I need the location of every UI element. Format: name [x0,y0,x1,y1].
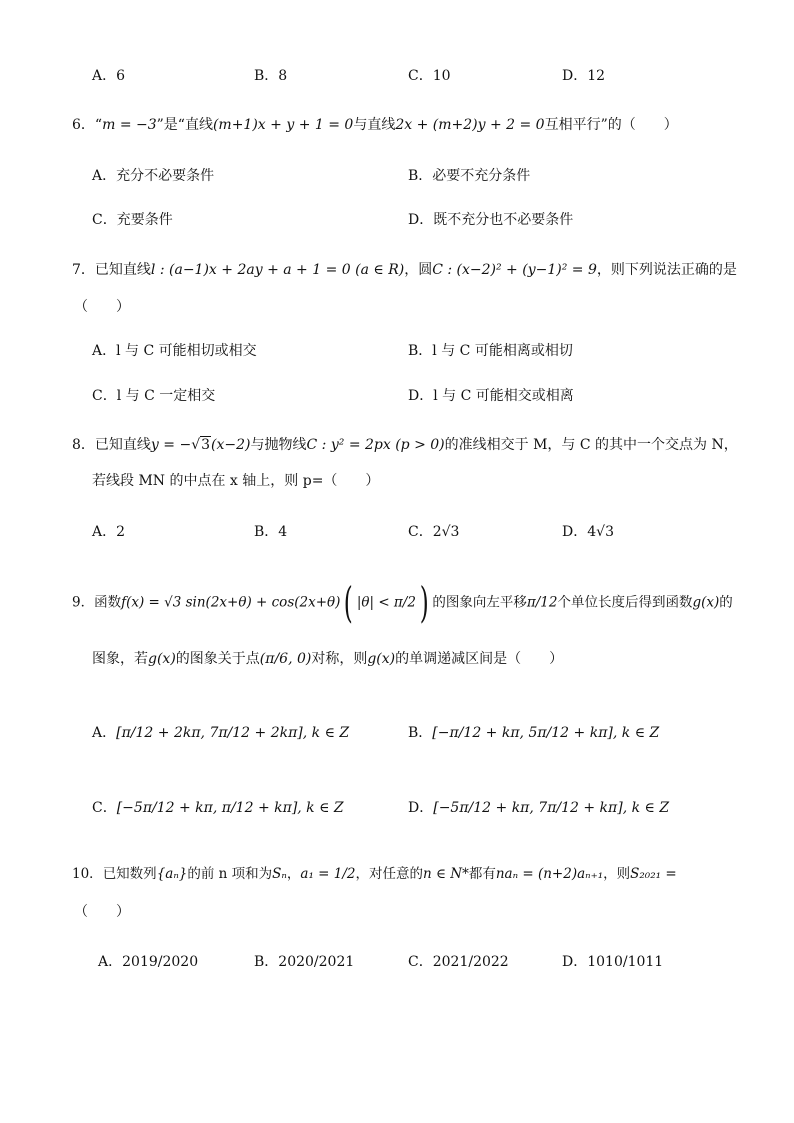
q8-option-a: A．2 [92,524,126,540]
q6-option-d: D．既不充分也不必要条件 [408,212,574,228]
q7-blank: （ ） [74,299,130,315]
q8-option-b: B．4 [254,524,288,540]
q10-option-c: C．2021/2022 [408,954,509,970]
q7-option-a: A．l 与 C 可能相切或相交 [92,343,257,359]
q8-stem-line2: 若线段 MN 的中点在 x 轴上，则 p=（ ） [92,473,380,489]
q10-option-b: B．2020/2021 [254,954,355,970]
q8-option-c: C．2√3 [408,524,460,540]
q10-option-d: D．1010/1011 [562,954,664,970]
q5-option-d: D．12 [562,68,606,84]
q10-blank: （ ） [74,904,130,920]
q9-option-b: B．[−π/12 + kπ, 5π/12 + kπ], k ∈ Z [408,725,660,741]
q9-option-a: A．[π/12 + 2kπ, 7π/12 + 2kπ], k ∈ Z [92,725,350,741]
q8-option-d: D．4√3 [562,524,614,540]
q6-option-a: A．充分不必要条件 [92,168,215,184]
q9-stem-line2: 图象，若g(x)的图象关于点(π/6, 0)对称，则g(x)的单调递减区间是（ ） [92,651,564,667]
q6-option-c: C．充要条件 [92,212,173,228]
q10-option-a: A．2019/2020 [98,954,199,970]
q5-option-b: B．8 [254,68,288,84]
q7-option-b: B．l 与 C 可能相离或相切 [408,343,573,359]
q5-option-a: A．6 [92,68,126,84]
q6-option-b: B．必要不充分条件 [408,168,531,184]
q7-stem: 7．已知直线l : (a−1)x + 2ay + a + 1 = 0 (a ∈ R)，圆C : (x−2)² + (y−1)² = 9，则下列说法正确的是 [72,262,737,278]
q9-stem: 9．函数f(x) = √3 sin(2x+θ) + cos(2x+θ)( |θ| < π/2) 的图象向左平移π/12个单位长度后得到函数g(x)的 [72,578,733,627]
q6-stem: 6．“m = −3”是“直线(m+1)x + y + 1 = 0与直线2x + (m+2)y + 2 = 0互相平行”的（ ） [72,117,678,133]
q7-option-d: D．l 与 C 可能相交或相离 [408,388,574,404]
sqrt-3: √3 [191,437,211,453]
q10-stem: 10．已知数列{aₙ}的前 n 项和为Sₙ，a₁ = 1/2，对任意的n ∈ N*都有naₙ = (n+2)aₙ₊₁，则S₂₀₂₁ = [72,866,677,882]
q7-option-c: C．l 与 C 一定相交 [92,388,216,404]
q9-option-c: C．[−5π/12 + kπ, π/12 + kπ], k ∈ Z [92,800,344,816]
q9-option-d: D．[−5π/12 + kπ, 7π/12 + kπ], k ∈ Z [408,800,670,816]
q8-stem: 8．已知直线y = −√3(x−2)与抛物线C : y² = 2px (p > 0)的准线相交于 M，与 C 的其中一个交点为 N， [72,437,738,453]
q5-option-c: C．10 [408,68,451,84]
